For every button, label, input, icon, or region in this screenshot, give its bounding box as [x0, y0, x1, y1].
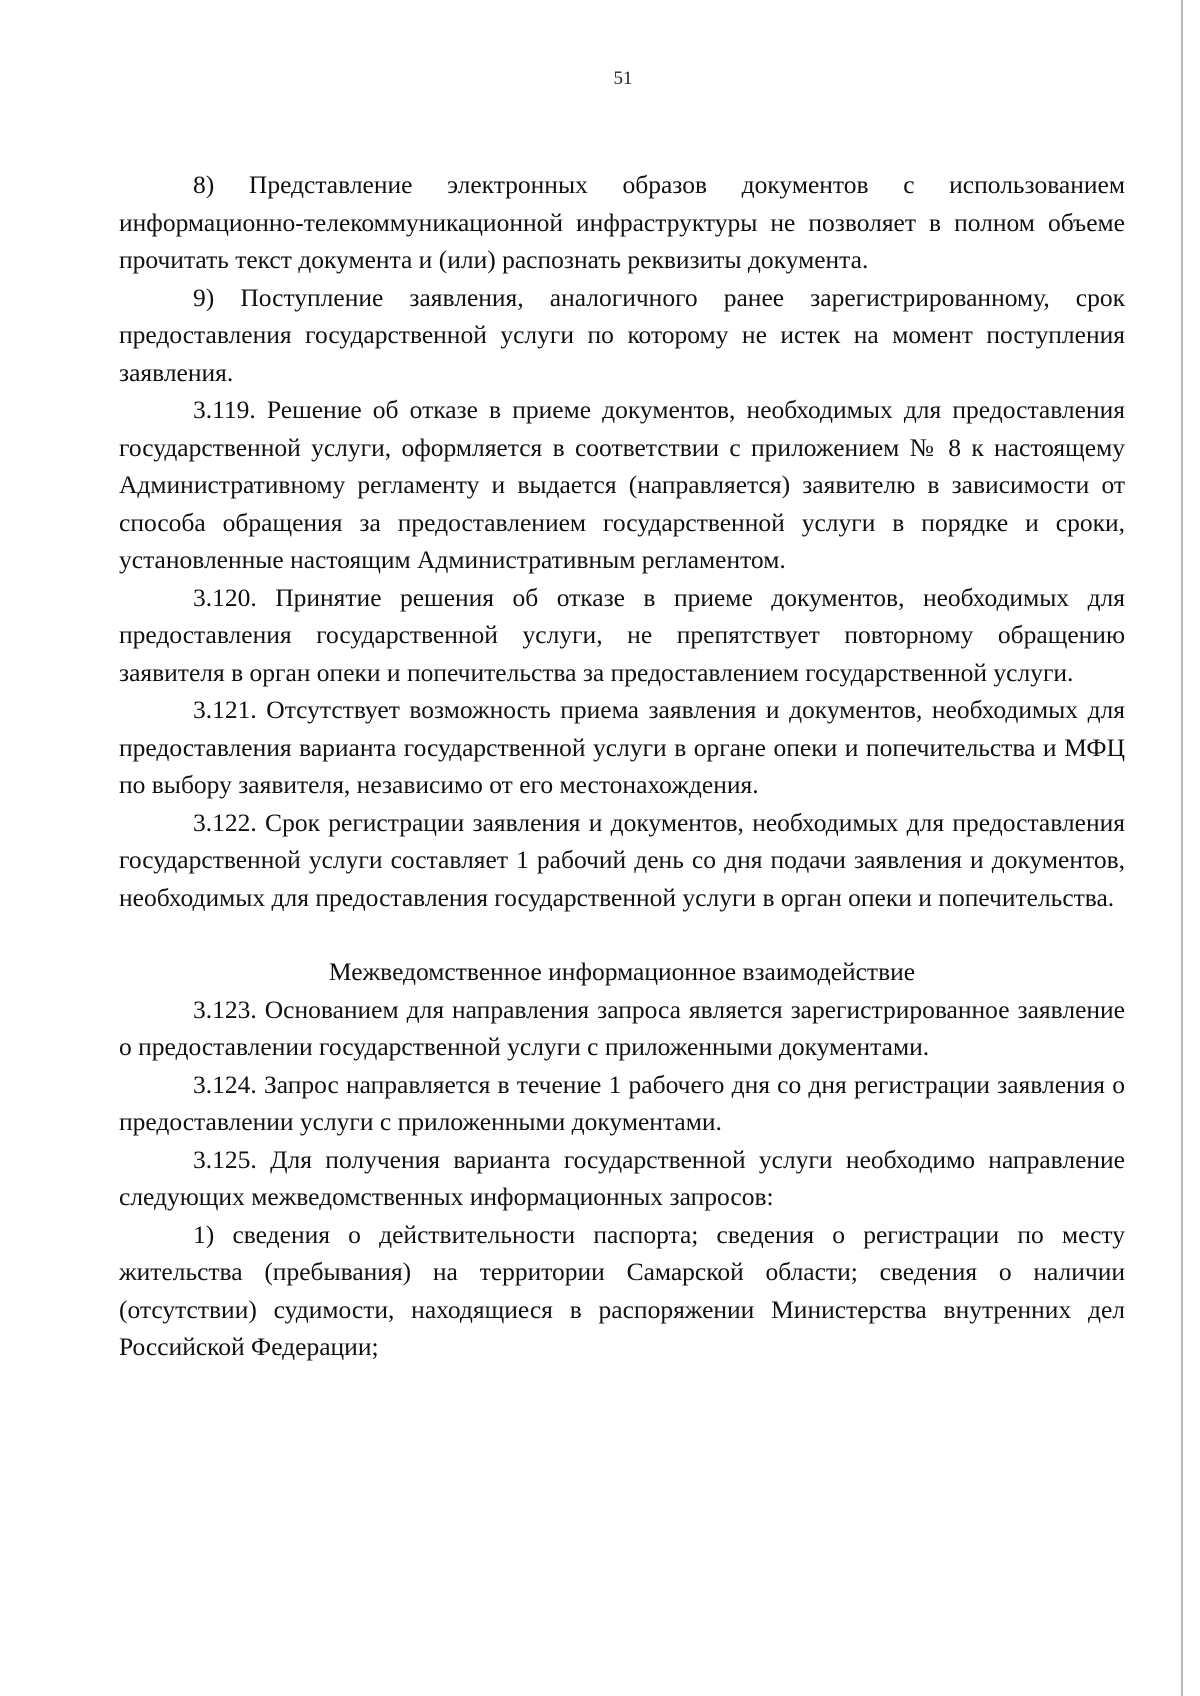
section-heading: Межведомственное информационное взаимодействие — [328, 957, 916, 986]
document-body — [119, 166, 1125, 1366]
paragraph-3-124: 3.124. Запрос направляется в течение 1 рабочего дня со дня регистрации заявления о предоставлении услуги с приложенными документами. — [119, 1069, 1125, 1136]
page-edge-line — [1181, 0, 1183, 1696]
paragraph-item-8: 8) Представление электронных образов документов с использованием информационно-телекоммуникационной инфраструктуры не позволяет в полном объеме прочитать текст документа и (или) распознать реквизиты документа. — [119, 170, 1125, 274]
paragraph-subitem-1: 1) сведения о действительности паспорта; сведения о регистрации по месту жительства (пребывания) на территории Самарской области; сведения о наличии (отсутствии) судимости, находящиеся в распоряжении Министерства внутренних дел Российской Федерации; — [119, 1219, 1125, 1361]
paragraph-3-121: 3.121. Отсутствует возможность приема заявления и документов, необходимых для предоставления варианта государственной услуги в органе опеки и попечительства и МФЦ по выбору заявителя, независимо от его местонахождения. — [119, 695, 1125, 799]
paragraph-3-120: 3.120. Принятие решения об отказе в приеме документов, необходимых для предоставления государственной услуги, не препятствует повторному обращению заявителя в орган опеки и попечительства за предоставлением государственной услуги. — [119, 582, 1125, 687]
page-number: 51 — [613, 68, 633, 89]
paragraph-3-123: 3.123. Основанием для направления запроса является зарегистрированное заявление о предоставлении государственной услуги с приложенными документами. — [119, 994, 1125, 1061]
paragraph-3-119: 3.119. Решение об отказе в приеме документов, необходимых для предоставления государственной услуги, оформляется в соответствии с приложением № 8 к настоящему Административному регламенту и выдается (направляется) заявителю в зависимости от способа обращения за предоставлением государственной услуги в порядке и сроки, установленные настоящим Административным регламентом. — [119, 395, 1125, 574]
paragraph-3-125: 3.125. Для получения варианта государственной услуги необходимо направление следующих межведомственных информационных запросов: — [119, 1144, 1125, 1211]
paragraph-item-9: 9) Поступление заявления, аналогичного ранее зарегистрированному, срок предоставления государственной услуги по которому не истек на момент поступления заявления. — [119, 282, 1125, 387]
paragraph-3-122: 3.122. Срок регистрации заявления и документов, необходимых для предоставления государственной услуги составляет 1 рабочий день со дня подачи заявления и документов, необходимых для предоставления государственной услуги в орган опеки и попечительства. — [119, 807, 1125, 912]
